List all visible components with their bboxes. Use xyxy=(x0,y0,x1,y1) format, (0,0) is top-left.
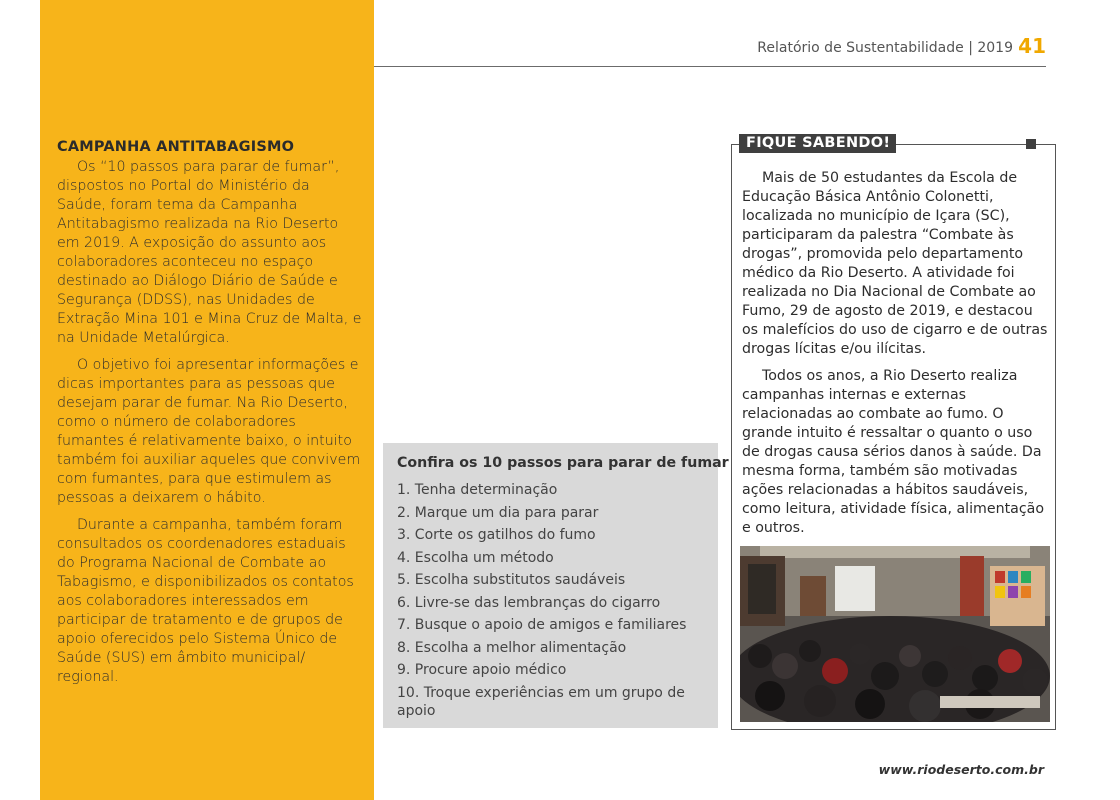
step-item: 7. Busque o apoio de amigos e familiares xyxy=(397,617,687,633)
fique-paragraph-2: Todos os anos, a Rio Deserto realiza campanhas internas e externas relacionadas ao combate ao fumo. O grande intuito é ressaltar o quanto o uso de drogas causa sérios danos à saúde. Da mesma forma, também são motivadas ações relacionadas a hábitos saudáveis, como leitura, atividade física, alimentação e outros. xyxy=(742,368,1045,536)
fique-sabendo-text xyxy=(742,169,1050,546)
fique-paragraph-1: Mais de 50 estudantes da Escola de Educação Básica Antônio Colonetti, localizada no município de Içara (SC), participaram da palestra “Combate às drogas”, promovida pelo departamento médico da Rio Deserto. A atividade foi realizada no Dia Nacional de Combate ao Fumo, 29 de agosto de 2019, e destacou os malefícios do uso de cigarro e de outras drogas lícitas e/ou ilícitas. xyxy=(742,170,1048,357)
steps-title: Confira os 10 passos para parar de fumar xyxy=(397,455,729,471)
campaign-paragraph-3: Durante a campanha, também foram consultados os coordenadores estaduais do Programa Nacional de Combate ao Tabagismo, e disponibilizados os contatos aos colaboradores interessados em participar de tratamento e de grupos de apoio oferecidos pelo Sistema Único de Saúde (SUS) em âmbito municipal/ regional. xyxy=(57,517,354,685)
step-item: 2. Marque um dia para parar xyxy=(397,504,599,521)
square-marker-icon xyxy=(1026,139,1036,149)
report-title: Relatório de Sustentabilidade | 2019 xyxy=(757,40,1013,56)
steps-list xyxy=(397,481,707,724)
step-item: 8. Escolha a melhor alimentação xyxy=(397,639,627,656)
fique-sabendo-label: FIQUE SABENDO! xyxy=(739,134,896,153)
website-url: www.riodeserto.com.br xyxy=(878,762,1044,777)
page-header xyxy=(374,34,1046,67)
lecture-photo-illustration xyxy=(740,546,1050,722)
campaign-article xyxy=(57,138,363,695)
page-number: 41 xyxy=(1018,34,1046,58)
step-item: 5. Escolha substitutos saudáveis xyxy=(397,572,626,588)
step-item: 9. Procure apoio médico xyxy=(397,662,567,678)
campaign-paragraph-1: Os “10 passos para parar de fumar”, dispostos no Portal do Ministério da Saúde, foram tema da Campanha Antitabagismo realizada na Rio Deserto em 2019. A exposição do assunto aos colaboradores aconteceu no espaço destinado ao Diálogo Diário de Saúde e Segurança (DDSS), nas Unidades de Extração Mina 101 e Mina Cruz de Malta, e na Unidade Metalúrgica. xyxy=(57,159,362,346)
step-item: 10. Troque experiências em um grupo de apoio xyxy=(397,684,685,719)
step-item: 1. Tenha determinação xyxy=(397,482,558,498)
step-item: 4. Escolha um método xyxy=(397,549,554,566)
step-item: 6. Livre-se das lembranças do cigarro xyxy=(397,594,661,611)
steps-box xyxy=(383,443,729,728)
lecture-photo xyxy=(740,546,1050,722)
campaign-heading: CAMPANHA ANTITABAGISMO xyxy=(57,139,295,155)
campaign-paragraph-2: O objetivo foi apresentar informações e dicas importantes para as pessoas que desejam parar de fumar. Na Rio Deserto, como o número de colaboradores fumantes é relativamente baixo, o intuito também foi auxiliar aqueles que convivem com fumantes, para que estimulem as pessoas a deixarem o hábito. xyxy=(57,357,361,506)
step-item: 3. Corte os gatilhos do fumo xyxy=(397,527,596,543)
